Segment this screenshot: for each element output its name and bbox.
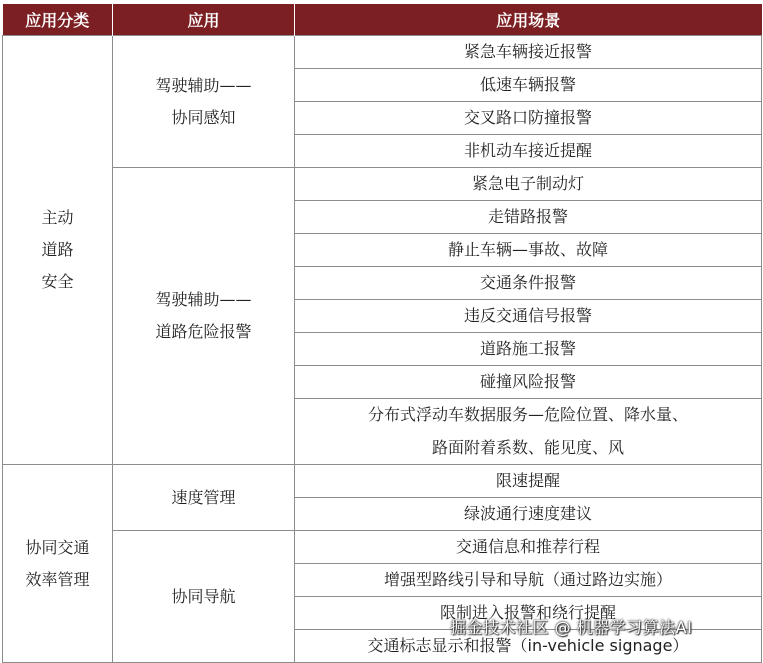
- category-line: 协同交通: [25, 537, 90, 557]
- category-cell: [3, 36, 113, 465]
- table-row: [3, 168, 762, 201]
- scenario-cell: 交通标志显示和报警（in-vehicle signage）: [295, 630, 762, 663]
- category-line: 安全: [41, 272, 74, 291]
- scenario-cell: 交通信息和推荐行程: [295, 531, 762, 564]
- scenario-cell: 走错路报警: [295, 201, 762, 234]
- scenario-cell: 交通条件报警: [295, 267, 762, 300]
- scenario-cell: 非机动车接近提醒: [295, 135, 762, 168]
- watermark-text: 掘金技术社区 @ 机器学习算法AI: [450, 618, 693, 637]
- application-line: 速度管理: [171, 487, 236, 507]
- table-row: [3, 465, 762, 498]
- scenario-cell: 碰撞风险报警: [295, 366, 762, 399]
- application-cell: [113, 531, 295, 663]
- application-line: 协同导航: [171, 586, 236, 606]
- application-line: 驾驶辅助——: [155, 290, 252, 309]
- scenario-cell: 静止车辆—事故、故障: [295, 234, 762, 267]
- header-row: [3, 4, 762, 36]
- table-row: [3, 531, 762, 564]
- application-line: 道路危险报警: [155, 322, 252, 341]
- scenario-cell: 增强型路线引导和导航（通过路边实施）: [295, 564, 762, 597]
- application-line: 协同感知: [171, 107, 236, 127]
- application-cell: [113, 465, 295, 531]
- scenario-cell: 分布式浮动车数据服务—危险位置、降水量、路面附着系数、能见度、风: [295, 399, 762, 465]
- header-category: 应用分类: [3, 4, 113, 36]
- scenario-cell: 紧急电子制动灯: [295, 168, 762, 201]
- category-line: 道路: [41, 240, 74, 259]
- header-application: 应用: [113, 4, 295, 36]
- v2x-application-table: [2, 4, 762, 663]
- category-line: 效率管理: [25, 569, 90, 589]
- scenario-cell: 交叉路口防撞报警: [295, 102, 762, 135]
- scenario-cell: 违反交通信号报警: [295, 300, 762, 333]
- application-line: 驾驶辅助——: [155, 75, 252, 95]
- scenario-cell: 道路施工报警: [295, 333, 762, 366]
- scenario-cell: 绿波通行速度建议: [295, 498, 762, 531]
- category-line: 主动: [41, 208, 74, 227]
- scenario-cell: 限制进入报警和绕行提醒: [295, 597, 762, 630]
- category-cell: [3, 465, 113, 663]
- application-cell: [113, 36, 295, 168]
- scenario-cell: 低速车辆报警: [295, 69, 762, 102]
- scenario-cell: 紧急车辆接近报警: [295, 36, 762, 69]
- table-row: [3, 36, 762, 69]
- application-cell: [113, 168, 295, 465]
- scenario-cell: 限速提醒: [295, 465, 762, 498]
- header-scenario: 应用场景: [295, 4, 762, 36]
